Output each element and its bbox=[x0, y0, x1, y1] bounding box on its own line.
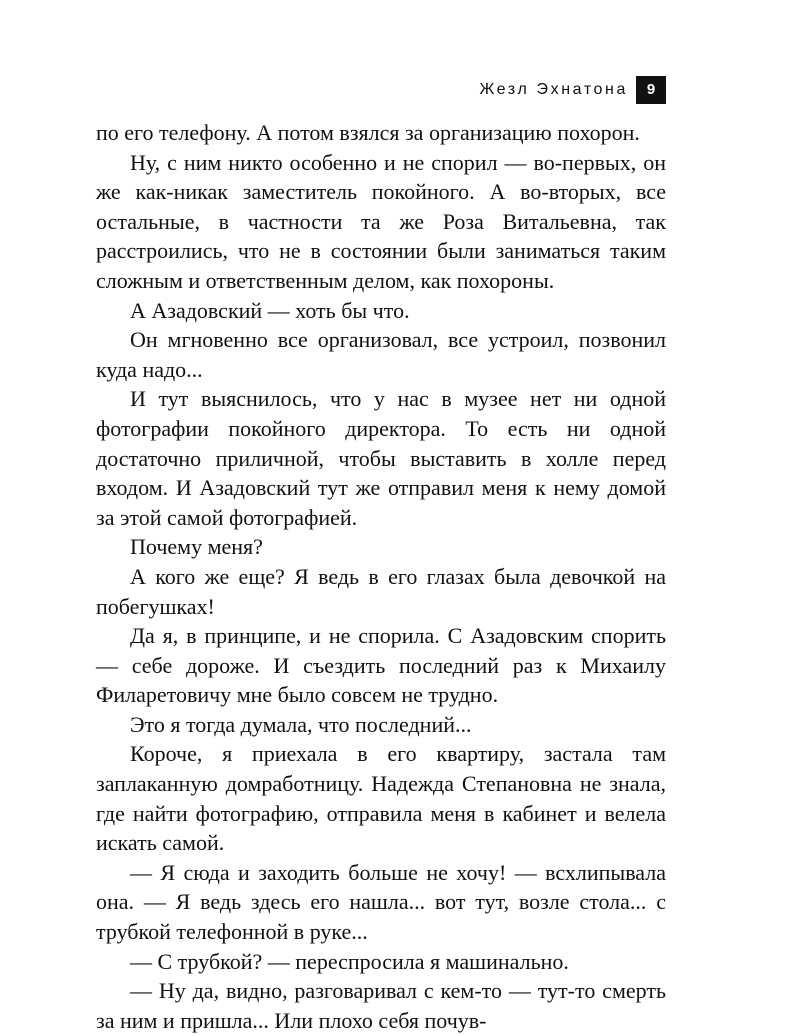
paragraph: Короче, я приехала в его квартиру, застала там заплаканную домработницу. Надежда Степановна не знала, где найти фотографию, отправила меня в кабинет и велела искать самой. bbox=[96, 741, 666, 856]
page-body bbox=[96, 118, 666, 1035]
paragraph: по его телефону. А потом взялся за организацию похорон. bbox=[96, 120, 640, 145]
paragraph: А Азадовский — хоть бы что. bbox=[130, 297, 410, 323]
paragraph: Да я, в принципе, и не спорила. С Азадовским спорить — себе дороже. И съездить последний раз к Михаилу Филаретовичу мне было совсем не трудно. bbox=[96, 623, 666, 708]
running-header bbox=[479, 76, 666, 104]
paragraph: А кого же еще? Я ведь в его глазах была девочкой на побегушках! bbox=[96, 563, 666, 619]
paragraph: — С трубкой? — переспросила я машинально. bbox=[130, 948, 569, 974]
paragraph: И тут выяснилось, что у нас в музее нет ни одной фотографии покойного директора. То есть ни одной достаточно приличной, чтобы выставить в холле перед входом. И Азадовский тут же отправил меня к нему домой за этой самой фотографией. bbox=[96, 386, 666, 530]
running-title: Жезл Эхнатона bbox=[479, 81, 628, 98]
paragraph: — Я сюда и заходить больше не хочу! — всхлипывала она. — Я ведь здесь его нашла... вот тут, возле стола... с трубкой телефонной в руке... bbox=[96, 859, 666, 945]
paragraph: Он мгновенно все организовал, все устроил, позвонил куда надо... bbox=[96, 327, 666, 382]
paragraph: Ну, с ним никто особенно и не спорил — во-первых, он же как-никак заместитель покойного. А во-вторых, все остальные, в частности та же Роза Витальевна, так расстроились, что не в состоянии были заниматься таким сложным и ответственным делом, как похороны. bbox=[96, 149, 666, 293]
paragraph: Это я тогда думала, что последний... bbox=[130, 711, 472, 737]
page-number: 9 bbox=[636, 76, 666, 104]
paragraph: — Ну да, видно, разговаривал с кем-то — тут-то смерть за ним и пришла... Или плохо себя почув- bbox=[96, 978, 666, 1033]
paragraph: Почему меня? bbox=[130, 534, 263, 560]
